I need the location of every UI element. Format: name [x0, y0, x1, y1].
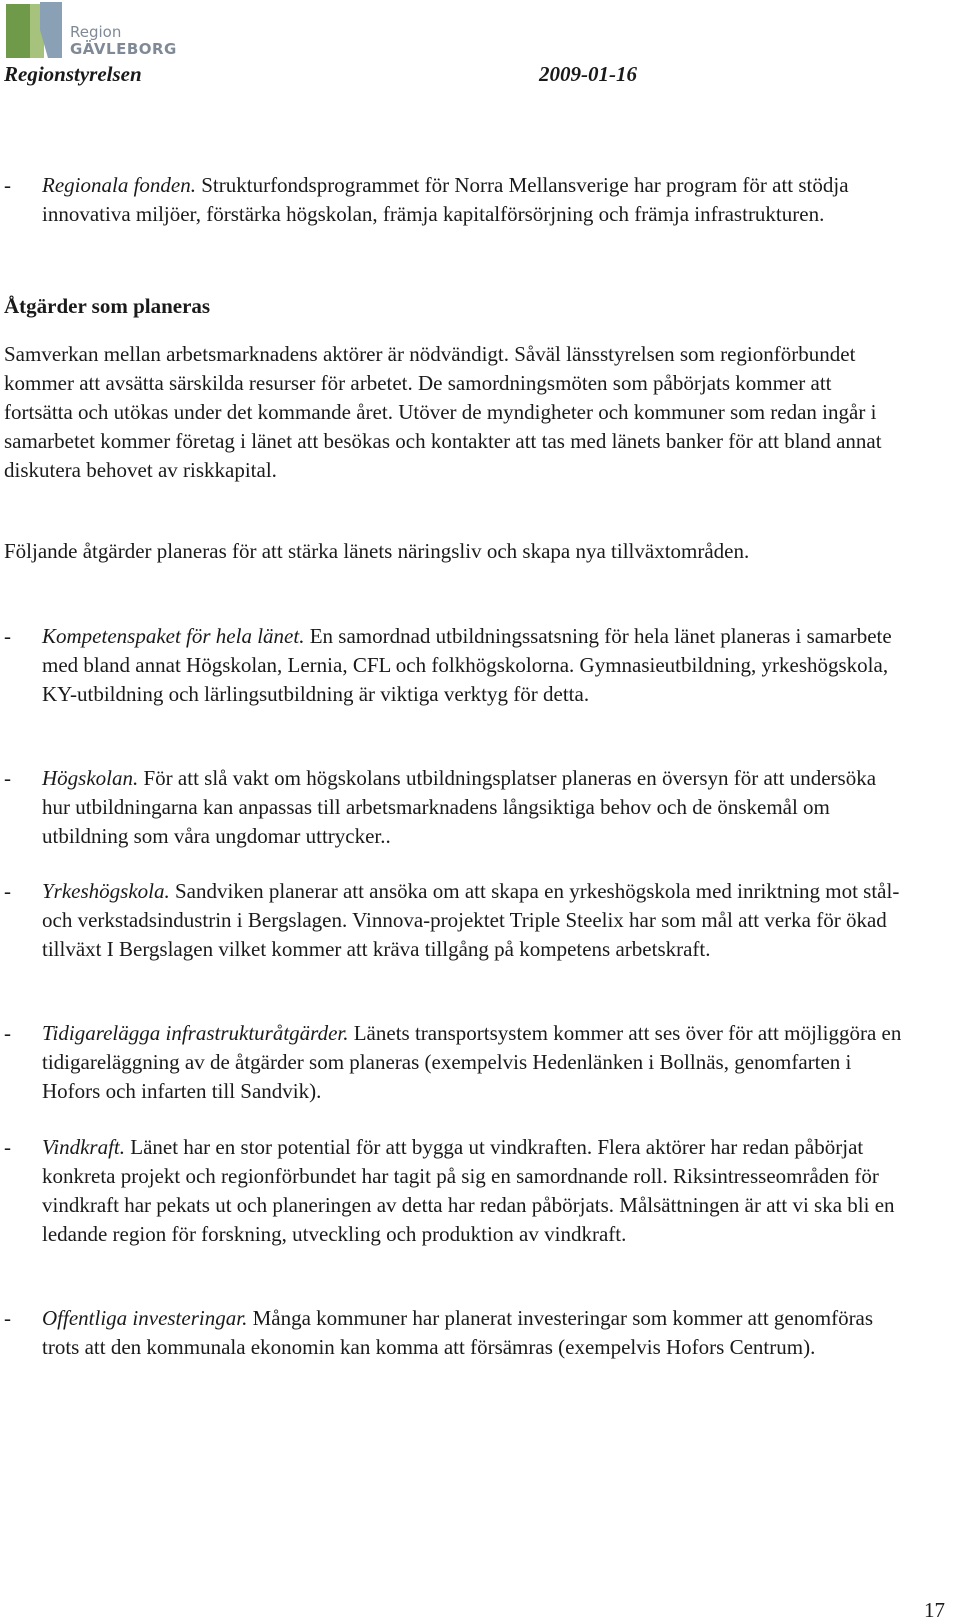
bullet-lead: Offentliga investeringar. — [42, 1306, 248, 1330]
bullet-body: Länets transportsystem kommer att ses över för att möjliggöra en tidigareläggning av de åtgärder som planeras (exempelvis Hedenlänken i Bollnäs, genomfarten i Hofors och infarten till Sandvik). — [42, 1021, 902, 1103]
bullet-lead: Högskolan. — [42, 766, 139, 790]
bullet-text — [42, 764, 904, 851]
paragraph-foljande: Följande åtgärder planeras för att stärka länets näringsliv och skapa nya tillväxtområden. — [4, 539, 750, 563]
logo-line-region: Region — [70, 23, 122, 41]
bullet-text — [42, 1304, 904, 1362]
bullet-dash: - — [4, 1021, 11, 1045]
bullet-dash: - — [4, 1306, 11, 1330]
bullet-text — [42, 1133, 904, 1249]
document-date: 2009-01-16 — [539, 62, 637, 86]
bullet-lead: Kompetenspaket för hela länet. — [42, 624, 305, 648]
bullet-text — [42, 171, 904, 229]
page-number: 17 — [924, 1598, 945, 1622]
bullet-body: En samordnad utbildningssatsning för hela länet planeras i samarbete med bland annat Högskolan, Lernia, CFL och folkhögskolorna. Gymnasieutbildning, yrkeshögskola, KY-utbildning och lärlingsutbildning är viktiga verktyg för detta. — [42, 624, 892, 706]
bullet-lead: Regionala fonden. — [42, 173, 196, 197]
bullet-body: För att slå vakt om högskolans utbildningsplatser planeras en översyn för att undersöka hur utbildningarna kan anpassas till arbetsmarknadens långsiktiga behov och de önskemål om utbildning som våra ungdomar uttrycker.. — [42, 766, 877, 848]
bullet-text — [42, 877, 904, 964]
bullet-dash: - — [4, 1135, 11, 1159]
paragraph-samverkan: Samverkan mellan arbetsmarknadens aktörer är nödvändigt. Såväl länsstyrelsen som regionförbundet kommer att avsätta särskilda resurser för arbetet. De samordningsmöten som påbörjats kommer att fortsätta och utökas under det kommande året. Utöver de myndigheter och kommuner som redan ingår i samarbetet kommer företag i länet att besökas och kontakter att tas med länets banker för att bland annat diskutera behovet av riskkapital. — [4, 342, 882, 482]
bullet-lead: Tidigarelägga infrastrukturåtgärder. — [42, 1021, 349, 1045]
bullet-text — [42, 1019, 904, 1106]
bullet-lead: Vindkraft. — [42, 1135, 126, 1159]
region-gavleborg-logo — [4, 0, 177, 60]
bullet-dash: - — [4, 173, 11, 197]
bullet-lead: Yrkeshögskola. — [42, 879, 170, 903]
bullet-dash: - — [4, 624, 11, 648]
bullet-dash: - — [4, 766, 11, 790]
logo-line-gavleborg: GÄVLEBORG — [70, 40, 177, 58]
logo-wordmark — [70, 24, 177, 58]
region-logo-icon — [4, 0, 64, 60]
bullet-text — [42, 622, 904, 709]
organization-name: Regionstyrelsen — [4, 62, 142, 86]
bullet-dash: - — [4, 879, 11, 903]
bullet-body: Många kommuner har planerat investeringar som kommer att genomföras trots att den kommunala ekonomin kan komma att försämras (exempelvis Hofors Centrum). — [42, 1306, 874, 1359]
bullet-body: Sandviken planerar att ansöka om att skapa en yrkeshögskola med inriktning mot stål- och verkstadsindustrin i Bergslagen. Vinnova-projektet Triple Steelix har som mål att verka för ökad tillväxt I Bergslagen vilket kommer att kräva tillgång på kompetens arbetskraft. — [42, 879, 900, 961]
bullet-body: Länet har en stor potential för att bygga ut vindkraften. Flera aktörer har redan påbörjat konkreta projekt och regionförbundet har tagit på sig en samordnande roll. Riksintresseområden för vindkraft har pekats ut och planeringen av detta har redan påbörjats. Målsättningen är att vi ska bli en ledande region för forskning, utveckling och produktion av vindkraft. — [42, 1135, 895, 1246]
section-heading: Åtgärder som planeras — [4, 294, 211, 318]
bullet-body: Strukturfondsprogrammet för Norra Mellansverige har program för att stödja innovativa miljöer, förstärka högskolan, främja kapitalförsörjning och främja infrastrukturen. — [42, 173, 849, 226]
